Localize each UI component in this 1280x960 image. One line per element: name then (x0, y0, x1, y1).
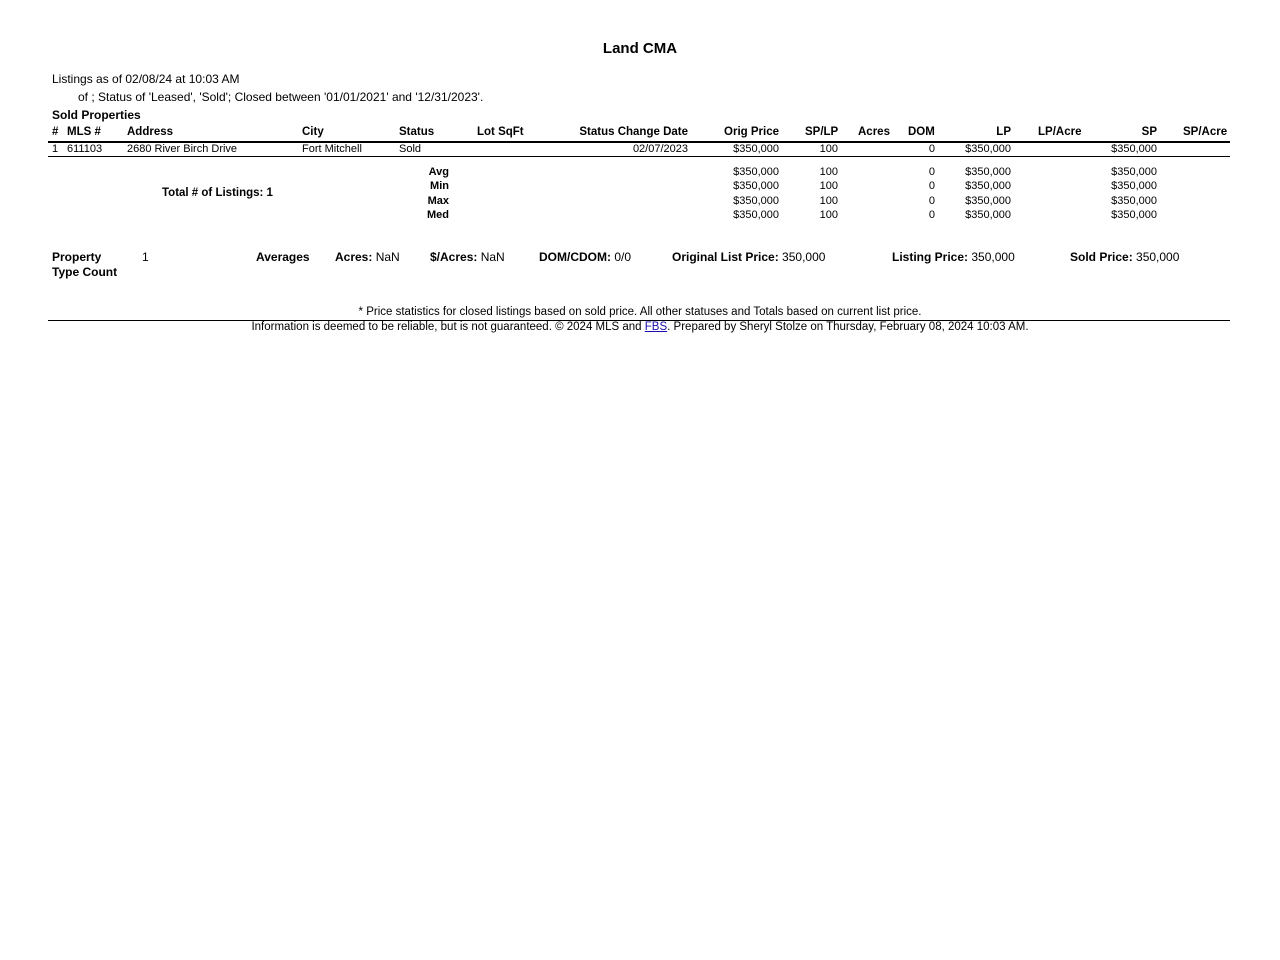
listings-as-of: Listings as of 02/08/24 at 10:03 AM (52, 72, 240, 86)
stat-orig-price: $350,000 (733, 166, 779, 178)
avg-acres (335, 250, 400, 264)
row-sp-lp: 100 (819, 143, 838, 155)
stat-sp: $350,000 (1111, 209, 1157, 221)
row-lp: $350,000 (965, 143, 1011, 155)
avg-sold-price-value: 350,000 (1136, 250, 1180, 264)
section-title: Sold Properties (52, 108, 141, 122)
avg-listing-price-value: 350,000 (971, 250, 1015, 264)
col-status: Status (399, 126, 435, 138)
ptc-line2: Type Count (52, 265, 118, 279)
col-lot-sqft: Lot SqFt (477, 126, 524, 138)
col-dom: DOM (908, 126, 935, 138)
col-lp: LP (996, 126, 1011, 138)
col-orig-price: Orig Price (724, 126, 779, 138)
stat-dom: 0 (928, 209, 935, 221)
stat-sp-lp: 100 (819, 195, 838, 207)
stat-dom: 0 (928, 180, 935, 192)
row-num: 1 (52, 143, 59, 155)
property-type-count-label (52, 250, 117, 280)
stat-orig-price: $350,000 (733, 209, 779, 221)
stat-sp-lp: 100 (819, 209, 838, 221)
row-status: Sold (399, 143, 422, 155)
stat-sp-lp: 100 (819, 166, 838, 178)
stat-label: Max (427, 195, 449, 207)
avg-dom-cdom-label: DOM/CDOM: (539, 250, 611, 264)
col-acres: Acres (858, 126, 890, 138)
avg-acres-value: NaN (375, 250, 400, 264)
avg-sold-price-label: Sold Price: (1070, 250, 1133, 264)
col-lp-acre: LP/Acre (1038, 126, 1082, 138)
disclaimer-text-after: . Prepared by Sheryl Stolze on Thursday, February 08, 2024 10:03 AM. (667, 321, 1029, 333)
col-city: City (302, 126, 324, 138)
avg-listing-price (892, 250, 1015, 264)
avg-per-acre-value: NaN (480, 250, 505, 264)
col-status-change-date: Status Change Date (579, 126, 688, 138)
stat-sp: $350,000 (1111, 166, 1157, 178)
avg-sold-price (1070, 250, 1179, 264)
stat-lp: $350,000 (965, 180, 1011, 192)
row-status-change-date: 02/07/2023 (632, 143, 688, 155)
avg-orig-list-value: 350,000 (782, 250, 826, 264)
row-divider (48, 156, 1230, 157)
price-statistics-note: * Price statistics for closed listings based on sold price. All other statuses and Totals based on current list price. (358, 306, 922, 318)
row-city: Fort Mitchell (302, 143, 362, 155)
stat-sp-lp: 100 (819, 180, 838, 192)
report-title: Land CMA (602, 40, 678, 57)
stat-lp: $350,000 (965, 195, 1011, 207)
total-listings: Total # of Listings: 1 (162, 187, 273, 199)
stat-label: Avg (428, 166, 449, 178)
stat-lp: $350,000 (965, 166, 1011, 178)
stat-dom: 0 (928, 166, 935, 178)
stat-sp: $350,000 (1111, 180, 1157, 192)
stat-label: Med (427, 209, 449, 221)
disclaimer-text-before: Information is deemed to be reliable, but is not guaranteed. © 2024 MLS and (251, 321, 645, 333)
row-dom: 0 (928, 143, 935, 155)
stat-lp: $350,000 (965, 209, 1011, 221)
stat-label: Min (430, 180, 449, 192)
avg-dom-cdom (539, 250, 631, 264)
avg-dom-cdom-value: 0/0 (614, 250, 632, 264)
col-mls: MLS # (67, 126, 101, 138)
stat-dom: 0 (928, 195, 935, 207)
disclaimer (0, 321, 1280, 333)
avg-per-acre-label: $/Acres: (430, 250, 478, 264)
row-mls: 611103 (67, 143, 103, 155)
avg-orig-list-label: Original List Price: (672, 250, 779, 264)
stat-sp: $350,000 (1111, 195, 1157, 207)
averages-label: Averages (256, 250, 310, 264)
avg-acres-label: Acres: (335, 250, 373, 264)
search-criteria: of ; Status of 'Leased', 'Sold'; Closed between '01/01/2021' and '12/31/2023'. (78, 90, 484, 104)
avg-orig-list-price (672, 250, 825, 264)
row-address: 2680 River Birch Drive (127, 143, 238, 155)
col-sp-acre: SP/Acre (1183, 126, 1228, 138)
row-orig-price: $350,000 (733, 143, 779, 155)
ptc-line1: Property (52, 250, 102, 264)
col-sp: SP (1141, 126, 1157, 138)
fbs-link[interactable]: FBS (644, 321, 668, 333)
avg-listing-price-label: Listing Price: (892, 250, 969, 264)
stat-orig-price: $350,000 (733, 180, 779, 192)
avg-per-acre (430, 250, 505, 264)
col-sp-lp: SP/LP (805, 126, 839, 138)
row-sp: $350,000 (1111, 143, 1157, 155)
property-type-count-value: 1 (142, 250, 149, 264)
col-address: Address (127, 126, 174, 138)
col-num: # (52, 126, 59, 138)
stat-orig-price: $350,000 (733, 195, 779, 207)
